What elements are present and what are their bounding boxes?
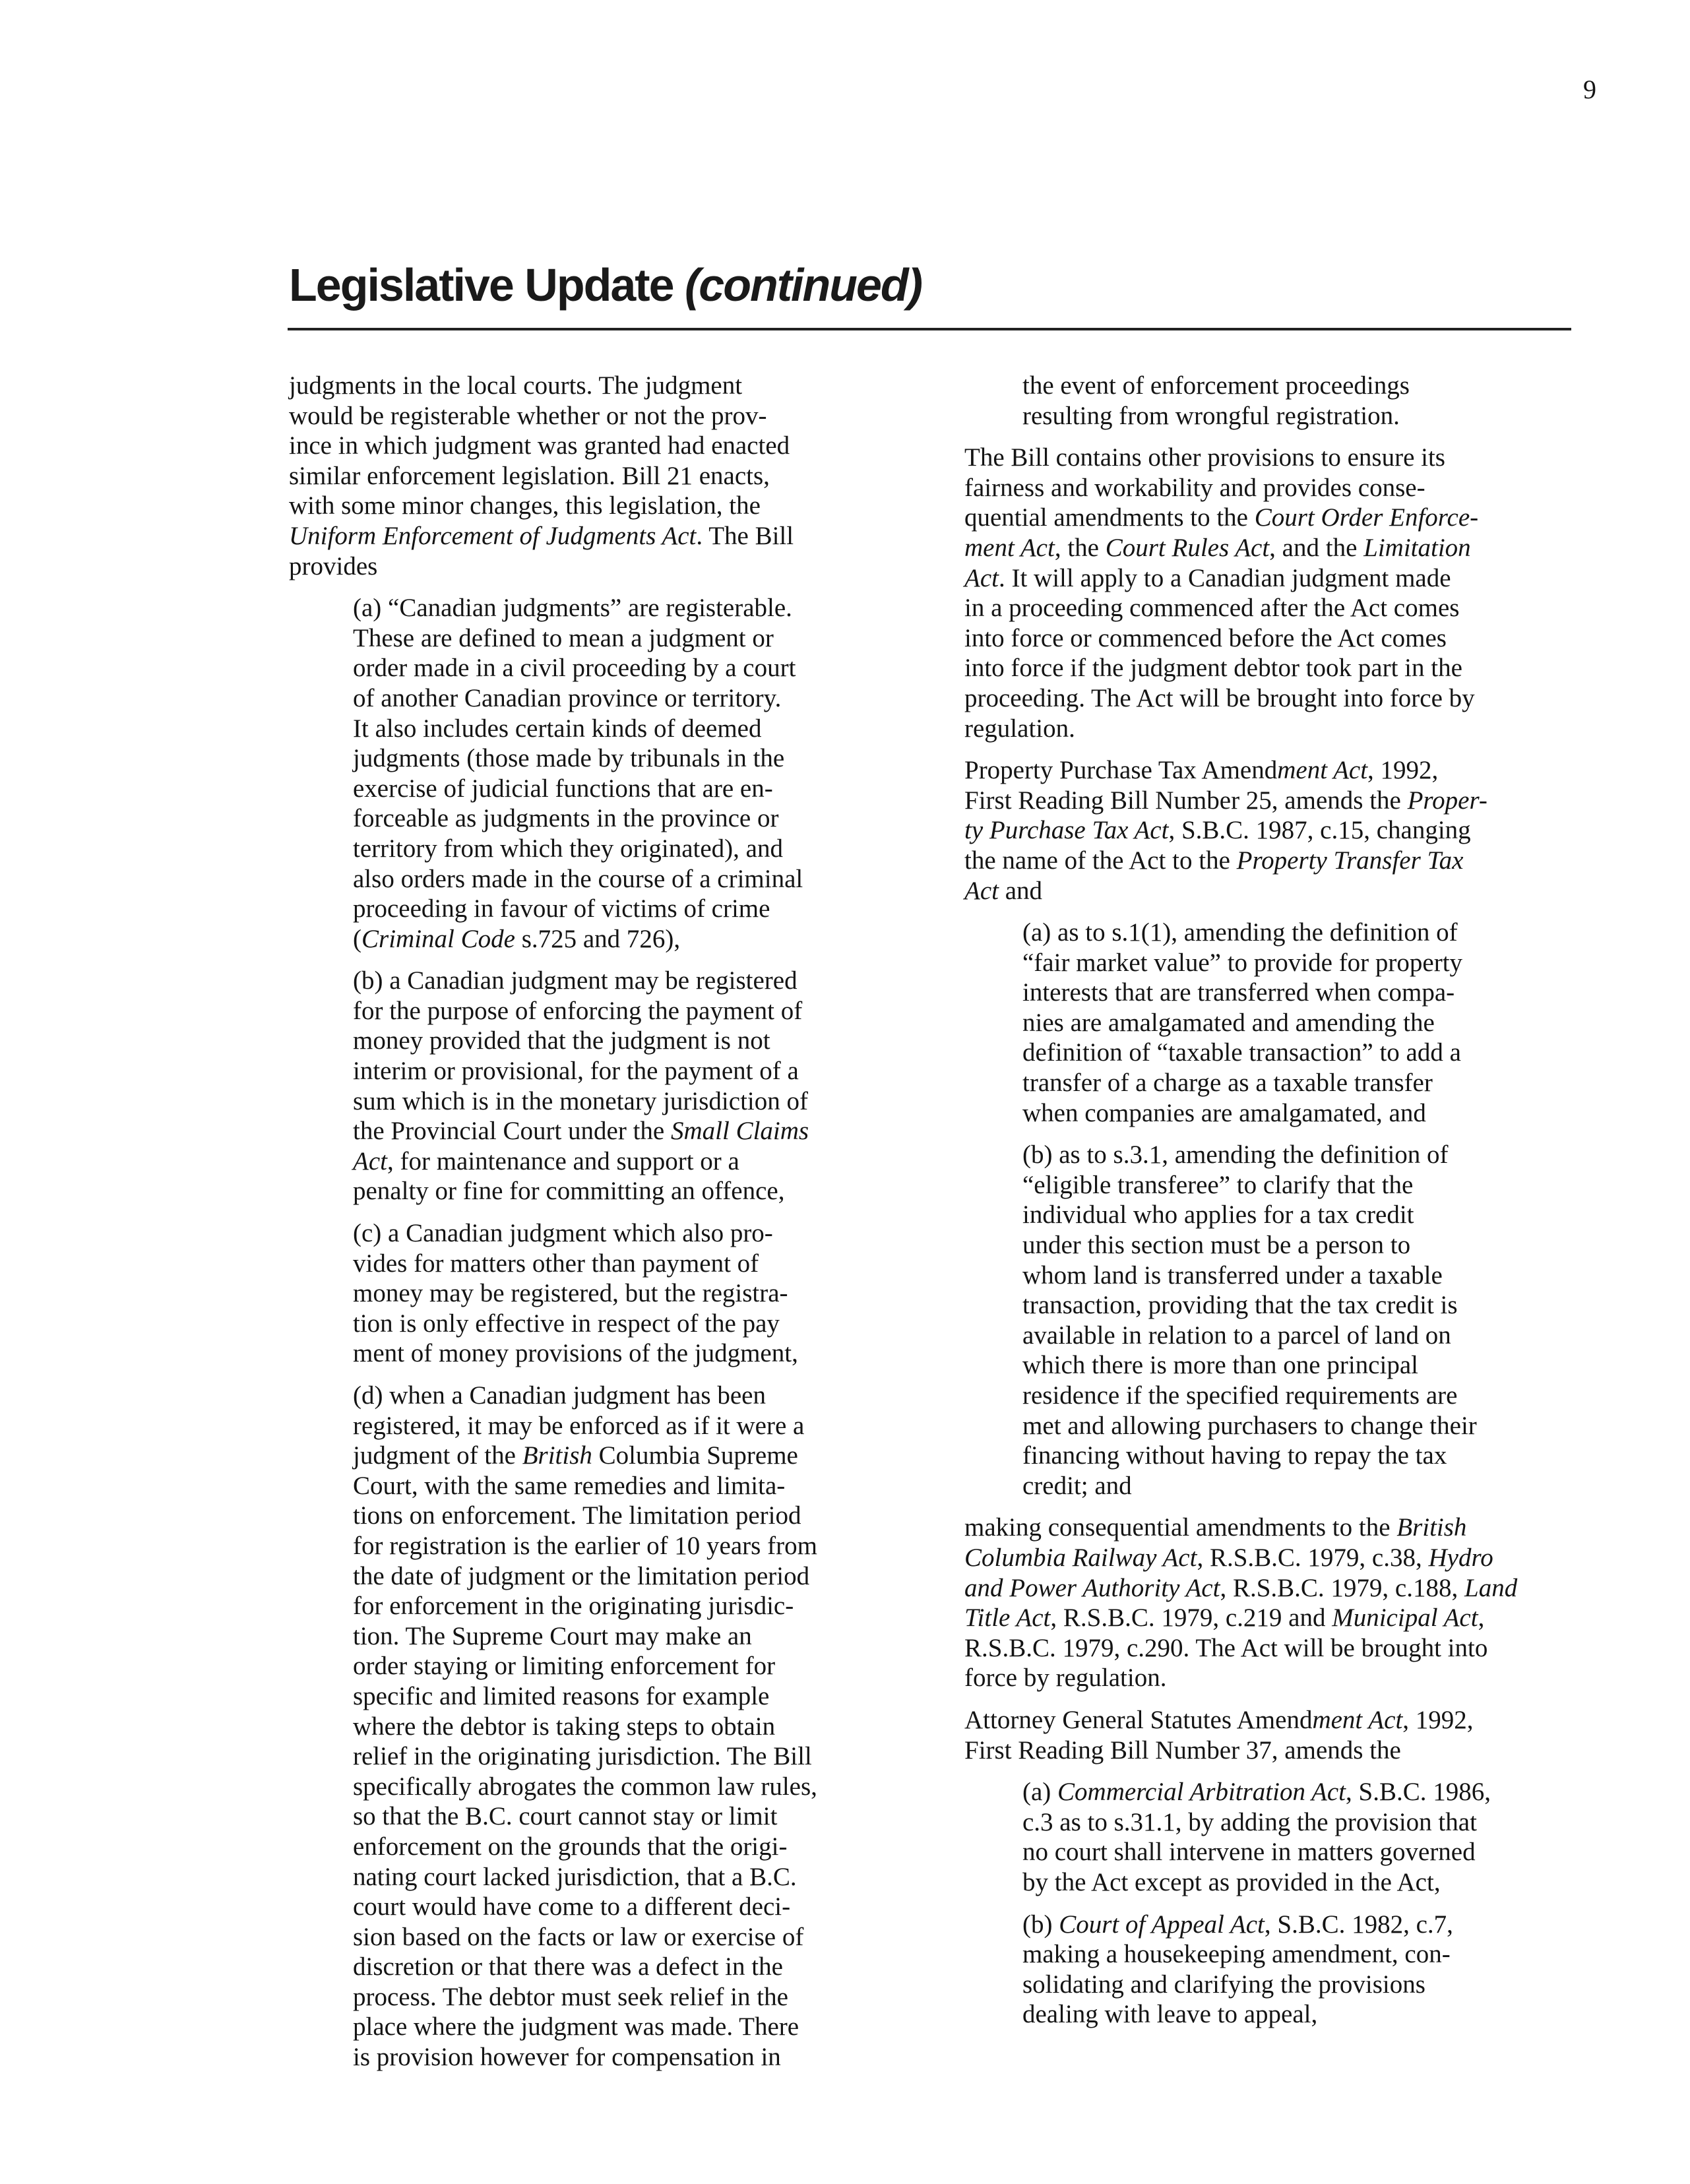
text-line: (a) as to s.1(1), amending the definition of: [1022, 918, 1458, 947]
text-line: ty Purchase Tax Act, S.B.C. 1987, c.15, changing: [964, 816, 1471, 845]
text-line: would be registerable whether or not the prov-: [289, 401, 767, 430]
text-line: the event of enforcement proceedings: [1022, 371, 1410, 400]
text-line: First Reading Bill Number 37, amends the: [964, 1735, 1401, 1764]
text-line: making a housekeeping amendment, con-: [1022, 1940, 1451, 1969]
text-line: court would have come to a different deci-: [353, 1892, 791, 1921]
text-line: Act, for maintenance and support or a: [353, 1146, 739, 1175]
list-item-paragraph: [1022, 371, 1581, 431]
text-line: (b) a Canadian judgment may be registered: [353, 966, 798, 995]
text-line: “fair market value” to provide for property: [1022, 948, 1463, 977]
text-line: no court shall intervene in matters governed: [1022, 1838, 1476, 1867]
text-line: transfer of a charge as a taxable transfer: [1022, 1069, 1433, 1098]
text-line: sion based on the facts or law or exercise of: [353, 1922, 804, 1951]
text-line: money provided that the judgment is not: [353, 1026, 770, 1055]
right-column: [964, 371, 1581, 2042]
text-line: residence if the specified requirements are: [1022, 1381, 1458, 1410]
text-line: specifically abrogates the common law rules,: [353, 1772, 817, 1801]
list-item-paragraph: [353, 1218, 909, 1369]
text-line: registered, it may be enforced as if it were a: [353, 1411, 805, 1440]
text-line: judgments (those made by tribunals in the: [353, 744, 785, 773]
list-item-paragraph: [1022, 1910, 1581, 2030]
text-line: exercise of judicial functions that are en-: [353, 774, 773, 803]
text-line: nating court lacked jurisdiction, that a B.C.: [353, 1862, 797, 1891]
text-line: order made in a civil proceeding by a court: [353, 654, 796, 683]
text-line: where the debtor is taking steps to obtain: [353, 1712, 776, 1741]
text-line: available in relation to a parcel of land on: [1022, 1321, 1451, 1350]
text-line: in a proceeding commenced after the Act comes: [964, 594, 1460, 623]
text-line: judgments in the local courts. The judgment: [289, 371, 743, 400]
text-line: penalty or fine for committing an offence,: [353, 1177, 785, 1206]
text-line: the name of the Act to the Property Transfer Tax: [964, 846, 1464, 875]
text-line: Title Act, R.S.B.C. 1979, c.219 and Municipal Act,: [964, 1604, 1485, 1633]
text-line: Property Purchase Tax Amendment Act, 1992,: [964, 756, 1439, 785]
text-line: Columbia Railway Act, R.S.B.C. 1979, c.38, Hydro: [964, 1543, 1493, 1572]
text-line: dealing with leave to appeal,: [1022, 2000, 1318, 2029]
text-line: credit; and: [1022, 1471, 1132, 1500]
text-line: vides for matters other than payment of: [353, 1249, 759, 1278]
text-line: place where the judgment was made. There: [353, 2012, 799, 2042]
text-line: Act and: [964, 876, 1043, 905]
text-line: relief in the originating jurisdiction. The Bill: [353, 1742, 812, 1771]
text-line: proceeding. The Act will be brought into force by: [964, 683, 1475, 712]
list-item-paragraph: [353, 1381, 909, 2073]
section-header-title: Legislative Update: [289, 259, 673, 311]
text-line: These are defined to mean a judgment or: [353, 623, 774, 652]
body-paragraph: [964, 443, 1581, 743]
text-line: under this section must be a person to: [1022, 1231, 1411, 1260]
text-line: for the purpose of enforcing the payment of: [353, 996, 803, 1025]
list-item-paragraph: [1022, 1140, 1581, 1501]
text-line: First Reading Bill Number 25, amends the Proper-: [964, 786, 1487, 815]
text-line: “eligible transferee” to clarify that the: [1022, 1170, 1414, 1199]
text-line: ment of money provisions of the judgment,: [353, 1339, 798, 1368]
text-line: when companies are amalgamated, and: [1022, 1098, 1426, 1127]
text-line: Attorney General Statutes Amendment Act, 1992,: [964, 1705, 1474, 1734]
header-rule: [288, 328, 1571, 330]
text-line: sum which is in the monetary jurisdiction of: [353, 1086, 808, 1115]
text-line: (c) a Canadian judgment which also pro-: [353, 1219, 773, 1248]
text-line: (Criminal Code s.725 and 726),: [353, 924, 681, 953]
text-line: force by regulation.: [964, 1664, 1167, 1693]
text-line: nies are amalgamated and amending the: [1022, 1008, 1435, 1037]
text-line: proceeding in favour of victims of crime: [353, 894, 770, 923]
text-line: Act. It will apply to a Canadian judgment made: [964, 563, 1451, 592]
text-line: is provision however for compensation in: [353, 2043, 781, 2072]
text-line: (a) Commercial Arbitration Act, S.B.C. 1986,: [1022, 1778, 1491, 1807]
body-paragraph: [289, 371, 909, 581]
text-line: solidating and clarifying the provisions: [1022, 1970, 1425, 1999]
text-line: discretion or that there was a defect in the: [353, 1952, 783, 1981]
text-line: The Bill contains other provisions to ensure its: [964, 443, 1445, 472]
text-line: order staying or limiting enforcement for: [353, 1652, 776, 1681]
text-line: also orders made in the course of a criminal: [353, 864, 803, 893]
text-line: whom land is transferred under a taxable: [1022, 1261, 1443, 1290]
text-line: (d) when a Canadian judgment has been: [353, 1381, 766, 1410]
list-item-paragraph: [1022, 918, 1581, 1128]
text-line: met and allowing purchasers to change their: [1022, 1411, 1477, 1440]
text-line: into force if the judgment debtor took part in the: [964, 654, 1462, 683]
text-line: with some minor changes, this legislation, the: [289, 491, 761, 520]
text-line: of another Canadian province or territory.: [353, 683, 782, 712]
text-line: making consequential amendments to the British: [964, 1513, 1467, 1542]
text-line: Uniform Enforcement of Judgments Act. The Bill: [289, 521, 794, 550]
left-column: [289, 371, 909, 2084]
text-line: resulting from wrongful registration.: [1022, 401, 1400, 430]
text-line: (b) as to s.3.1, amending the definition of: [1022, 1140, 1449, 1170]
text-line: into force or commenced before the Act comes: [964, 623, 1447, 652]
text-line: process. The debtor must seek relief in the: [353, 1982, 788, 2011]
text-line: individual who applies for a tax credit: [1022, 1201, 1414, 1230]
body-paragraph: [964, 1705, 1581, 1765]
text-line: ince in which judgment was granted had enacted: [289, 431, 790, 460]
text-line: fairness and workability and provides conse-: [964, 473, 1425, 502]
text-line: enforcement on the grounds that the origi-: [353, 1832, 788, 1861]
body-paragraph: [964, 755, 1581, 906]
text-line: quential amendments to the Court Order Enforce-: [964, 503, 1479, 532]
text-line: R.S.B.C. 1979, c.290. The Act will be brought into: [964, 1633, 1488, 1662]
text-line: interim or provisional, for the payment of a: [353, 1057, 799, 1086]
text-line: specific and limited reasons for example: [353, 1681, 770, 1710]
text-line: definition of “taxable transaction” to add a: [1022, 1038, 1461, 1067]
text-line: the date of judgment or the limitation period: [353, 1561, 810, 1590]
text-line: ment Act, the Court Rules Act, and the Limitation: [964, 533, 1471, 562]
text-line: forceable as judgments in the province or: [353, 804, 779, 833]
text-line: money may be registered, but the registra-: [353, 1279, 788, 1308]
list-item-paragraph: [1022, 1777, 1581, 1897]
text-line: for enforcement in the originating jurisdic-: [353, 1592, 794, 1621]
text-line: It also includes certain kinds of deemed: [353, 714, 762, 743]
text-line: which there is more than one principal: [1022, 1351, 1418, 1380]
text-line: tions on enforcement. The limitation period: [353, 1501, 801, 1530]
text-line: tion is only effective in respect of the pay: [353, 1309, 780, 1338]
text-line: (b) Court of Appeal Act, S.B.C. 1982, c.7,: [1022, 1910, 1453, 1939]
text-line: (a) “Canadian judgments” are registerable.: [353, 594, 792, 623]
body-paragraph: [964, 1513, 1581, 1693]
list-item-paragraph: [353, 966, 909, 1206]
text-line: regulation.: [964, 714, 1075, 743]
text-line: interests that are transferred when compa-: [1022, 978, 1455, 1007]
text-line: similar enforcement legislation. Bill 21 enacts,: [289, 461, 770, 490]
text-line: Court, with the same remedies and limita-: [353, 1471, 786, 1500]
text-line: c.3 as to s.31.1, by adding the provision that: [1022, 1807, 1477, 1836]
text-line: by the Act except as provided in the Act,: [1022, 1867, 1441, 1896]
text-line: and Power Authority Act, R.S.B.C. 1979, c.188, Land: [964, 1573, 1518, 1602]
section-header: [289, 259, 922, 311]
text-line: financing without having to repay the tax: [1022, 1441, 1447, 1470]
section-header-subtitle: (continued): [684, 259, 922, 311]
text-line: the Provincial Court under the Small Claims: [353, 1117, 809, 1146]
text-line: transaction, providing that the tax credit is: [1022, 1291, 1458, 1320]
list-item-paragraph: [353, 593, 909, 954]
text-line: for registration is the earlier of 10 years from: [353, 1531, 817, 1560]
text-line: judgment of the British Columbia Supreme: [353, 1441, 798, 1470]
page-number: 9: [1583, 75, 1596, 104]
text-line: so that the B.C. court cannot stay or limit: [353, 1802, 778, 1831]
text-line: territory from which they originated), and: [353, 834, 783, 863]
text-line: provides: [289, 551, 378, 580]
text-line: tion. The Supreme Court may make an: [353, 1621, 752, 1650]
